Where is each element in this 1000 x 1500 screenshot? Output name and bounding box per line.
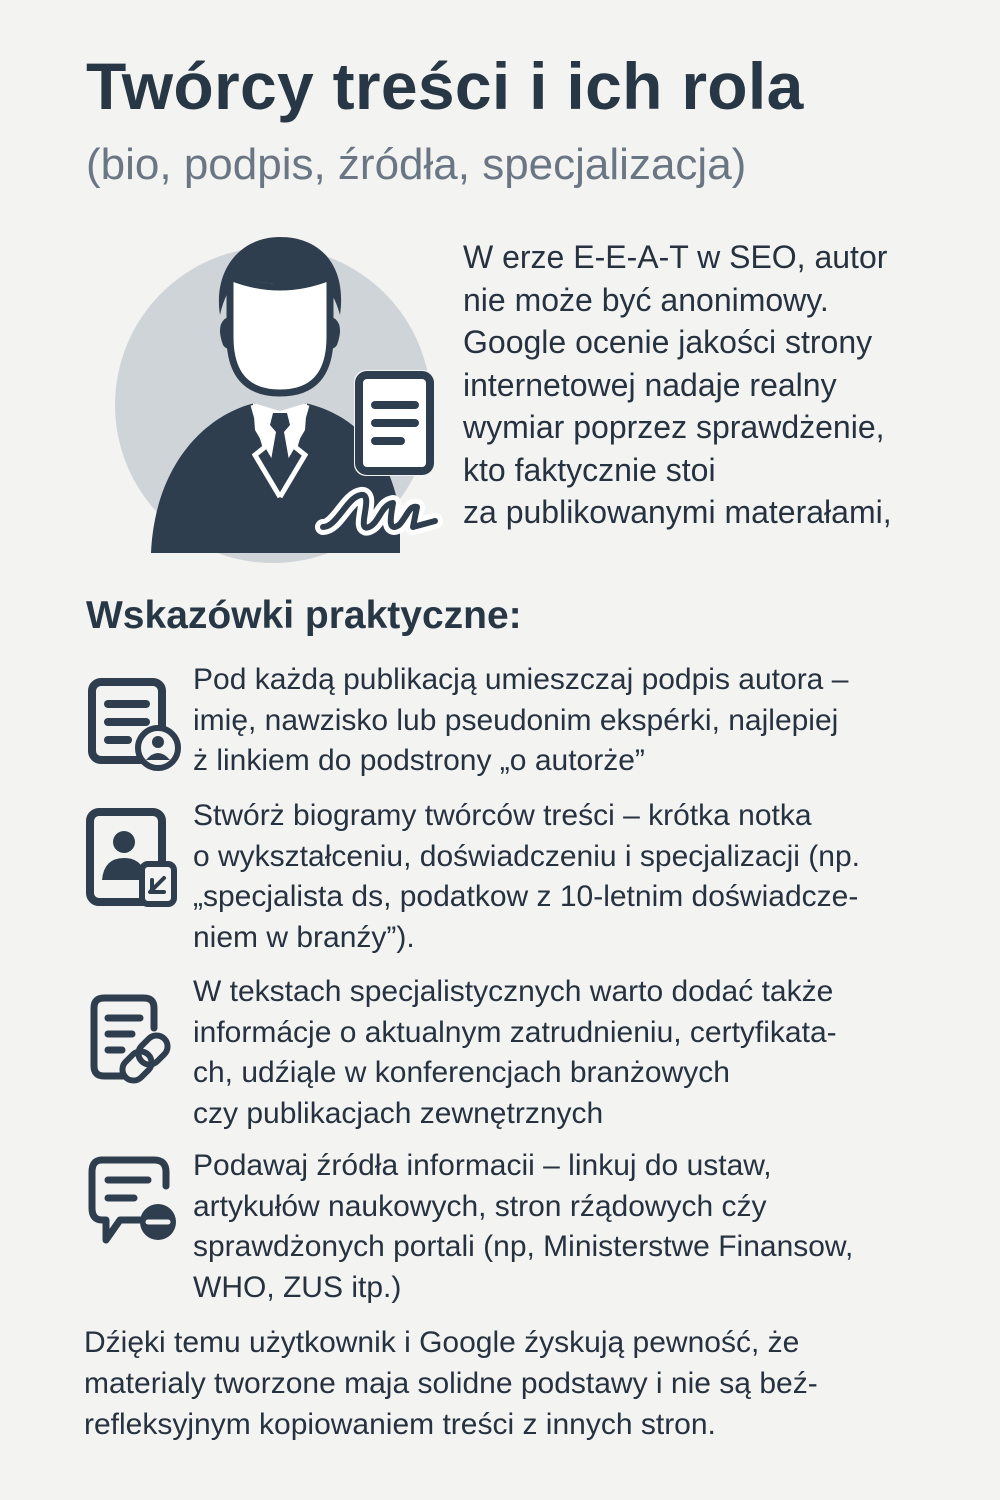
tip-item: Stwórż biogramy twórców treści – krótka notka o wykształceniu, doświadczeniu i specjalizacji (np. „specjalista ds, podatkow z 10-letnim doświadcze- niem w branźy”).: [193, 799, 860, 955]
document-author-icon: [84, 672, 184, 772]
document-link-icon: [84, 988, 184, 1088]
document-icon: [357, 373, 432, 473]
author-illustration: [115, 215, 445, 580]
page-subtitle: (bio, podpis, źródła, specjalizacja): [86, 140, 747, 189]
tip-item: W tekstach specjalistycznych warto dodać także informácje o aktualnym zatrudnieniu, certyfikata- ch, udźiąle w konferencjach branżowych czy publikacjach zewnętrznych: [193, 975, 837, 1131]
tip-item: Podawaj źródła informacii – linkuj do ustaw, artykułów naukowych, stron rźądowych cźy sprawdżonych portali (np, Ministerstwe Finansow, WHO, ZUS itp.): [193, 1149, 854, 1305]
section-title: Wskazówki praktyczne:: [86, 594, 522, 637]
page-title: Twórcy treści i ich rola: [86, 49, 804, 123]
intro-text: W erze E-E-A-T w SEO, autor nie może być anonimowy. Google ocenie jakości strony internetowej nadaje realny wymiar poprzez sprawdżenie, kto faktycznie stoi za publikowanymi materałami,: [463, 239, 892, 530]
comment-source-icon: [84, 1150, 184, 1250]
tip-item: Pod każdą publikacją umieszczaj podpis autora – imię, nawzisko lub pseudonim ekspérki, najlepiej ż linkiem do podstrony „o autorże”: [193, 663, 849, 778]
profile-card-icon: [84, 808, 184, 908]
closing-text: Dźięki temu użytkownik i Google źyskują pewność, że materialy tworzone maja solidne podstawy i nie są beź- refleksyjnym kopiowaniem treści z innych stron.: [84, 1326, 818, 1441]
